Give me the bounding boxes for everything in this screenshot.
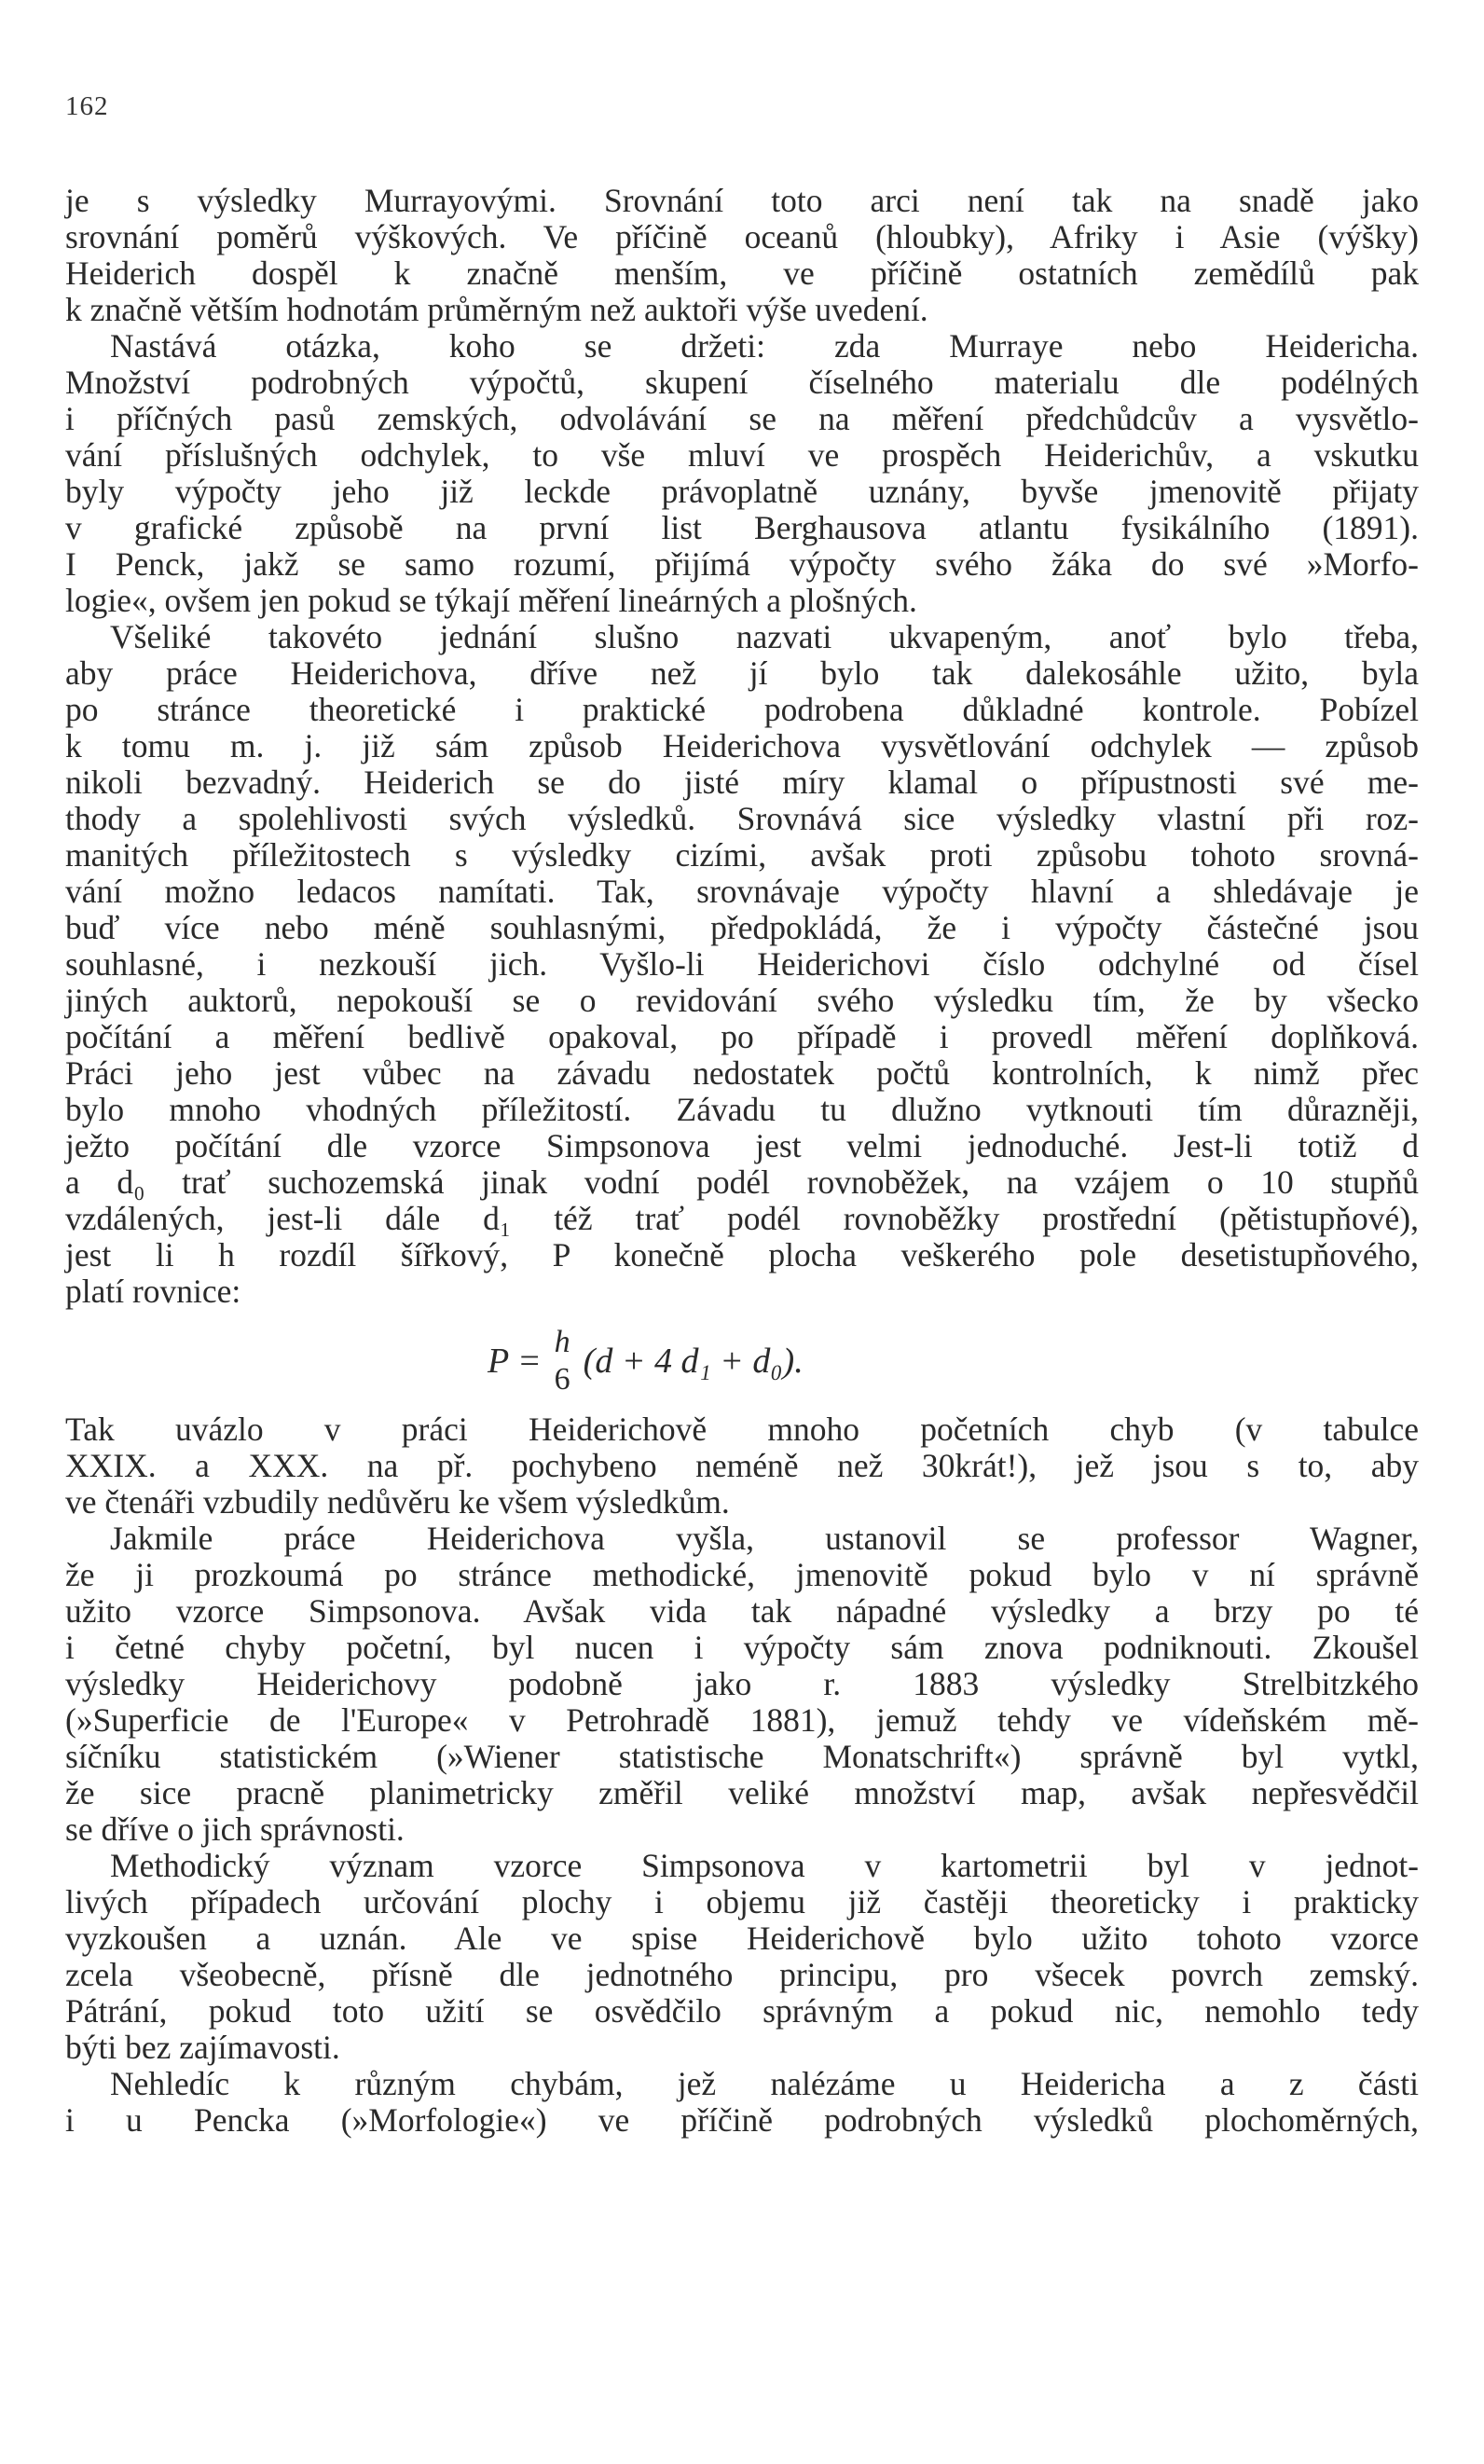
text-line: je s výsledky Murrayovými. Srovnání toto arci není tak na snadě jako xyxy=(65,182,1419,219)
text-line: výsledky Heiderichovy podobně jako r. 1883 výsledky Strelbitzkého xyxy=(65,1665,1419,1702)
formula-lhs: P = xyxy=(488,1341,542,1381)
text-line: vzdálených, jest-li dále d₁ též trať podél rovnoběžky prostřední (pětistupňové), xyxy=(65,1200,1419,1237)
text-line: Všeliké takovéto jednání slušno nazvati ukvapeným, anoť bylo třeba, xyxy=(110,618,1419,655)
text-line: Práci jeho jest vůbec na závadu nedostatek počtů kontrolních, k nimž přec xyxy=(65,1054,1419,1092)
formula-row xyxy=(65,1310,1419,1411)
text-line: vání příslušných odchylek, to vše mluví ve prospěch Heiderichův, a vskutku xyxy=(65,436,1419,474)
text-line: i četné chyby početní, byl nucen i výpočty sám znova podniknouti. Zkoušel xyxy=(65,1629,1419,1666)
text-line: Množství podrobných výpočtů, skupení číselného materialu dle podélných xyxy=(65,364,1419,401)
text-line: Pátrání, pokud toto užití se osvědčilo správným a pokud nic, nemohlo tedy xyxy=(65,1992,1419,2030)
text-line: vání možno ledacos namítati. Tak, srovnávaje výpočty hlavní a shledávaje je xyxy=(65,873,1419,910)
text-line: že sice pracně planimetricky změřil veliké množství map, avšak nepřesvědčil xyxy=(65,1774,1419,1811)
text-line: býti bez zajímavosti. xyxy=(65,2029,340,2066)
paragraphs-before-formula xyxy=(65,183,1419,1310)
text-line: zcela všeobecně, přísně dle jednotného principu, pro všecek povrch zemský. xyxy=(65,1956,1419,1993)
text-line: I Penck, jakž se samo rozumí, přijímá výpočty svého žáka do své »Morfo- xyxy=(65,545,1419,583)
text-line: k tomu m. j. již sám způsob Heiderichova vysvětlování odchylek — způsob xyxy=(65,727,1419,764)
text-line: že ji prozkoumá po stránce methodické, jmenovitě pokud bylo v ní správně xyxy=(65,1556,1419,1593)
text-line: Jakmile práce Heiderichova vyšla, ustanovil se professor Wagner, xyxy=(110,1520,1419,1557)
text-line: síčníku statistickém (»Wiener statistische Monatschrift«) správně byl vytkl, xyxy=(65,1738,1419,1775)
text-line: ve čtenáři vzbudily nedůvěru ke všem výsledkům. xyxy=(65,1483,730,1521)
text-line: jiných auktorů, nepokouší se o revidování svého výsledku tím, že by všecko xyxy=(65,982,1419,1019)
text-line: thody a spolehlivosti svých výsledků. Srovnává sice výsledky vlastní při roz- xyxy=(65,800,1419,837)
formula-fraction xyxy=(555,1324,570,1398)
text-line: vyzkoušen a uznán. Ale ve spise Heiderichově bylo užito tohoto vzorce xyxy=(65,1920,1419,1957)
body-text xyxy=(65,183,1419,2139)
page-number: 162 xyxy=(65,91,109,121)
text-line: manitých příležitostech s výsledky cizími, avšak proti způsobu tohoto srovná- xyxy=(65,836,1419,874)
text-line: v grafické způsobě na první list Berghausova atlantu fysikálního (1891). xyxy=(65,509,1419,546)
text-line: i příčných pasů zemských, odvolávání se na měření předchůdcův a vysvětlo- xyxy=(65,400,1419,437)
text-line: a d₀ trať suchozemská jinak vodní podél rovnoběžek, na vzájem o 10 stupňů xyxy=(65,1163,1419,1201)
text-line: livých případech určování plochy i objemu již častěji theoreticky i prakticky xyxy=(65,1883,1419,1920)
text-line: Tak uvázlo v práci Heiderichově mnoho početních chyb (v tabulce xyxy=(65,1411,1419,1448)
text-line: k značně větším hodnotám průměrným než auktoři výše uvedení. xyxy=(65,291,928,328)
formula-denominator: 6 xyxy=(554,1361,570,1397)
text-line: počítání a měření bedlivě opakoval, po případě i provedl měření doplňková. xyxy=(65,1018,1419,1055)
text-line: byly výpočty jeho již leckde právoplatně uznány, byvše jmenovitě přijaty xyxy=(65,473,1419,510)
text-line: užito vzorce Simpsonova. Avšak vida tak nápadné výsledky a brzy po té xyxy=(65,1592,1419,1630)
text-line: jest li h rozdíl šířkový, P konečně plocha veškerého pole desetistupňového, xyxy=(65,1236,1419,1273)
text-line: buď více nebo méně souhlasnými, předpokládá, že i výpočty částečné jsou xyxy=(65,909,1419,946)
formula-numerator: h xyxy=(554,1324,570,1359)
text-line: platí rovnice: xyxy=(65,1273,241,1310)
simpson-formula xyxy=(488,1310,804,1411)
text-line: XXIX. a XXX. na př. pochybeno neméně než 30krát!), jež jsou s to, aby xyxy=(65,1447,1419,1484)
text-line: ježto počítání dle vzorce Simpsonova jest velmi jednoduché. Jest-li totiž d xyxy=(65,1127,1419,1164)
text-line: aby práce Heiderichova, dříve než jí bylo tak dalekosáhle užito, byla xyxy=(65,654,1419,692)
text-line: nikoli bezvadný. Heiderich se do jisté míry klamal o přípustnosti své me- xyxy=(65,764,1419,801)
text-line: Methodický význam vzorce Simpsonova v kartometrii byl v jednot- xyxy=(110,1847,1419,1884)
paragraphs-after-formula xyxy=(65,1411,1419,2139)
text-line: (»Superficie de l'Europe« v Petrohradě 1881), jemuž tehdy ve vídeňském mě- xyxy=(65,1701,1419,1739)
text-line: po stránce theoretické i praktické podrobena důkladné kontrole. Pobízel xyxy=(65,691,1419,728)
text-line: souhlasné, i nezkouší jich. Vyšlo-li Heiderichovi číslo odchylné od čísel xyxy=(65,945,1419,983)
formula-rhs: (d + 4 d₁ + d₀). xyxy=(583,1341,804,1381)
text-line: Nastává otázka, koho se držeti: zda Murraye nebo Heidericha. xyxy=(110,327,1419,365)
text-line: Nehledíc k různým chybám, jež nalézáme u Heidericha a z části xyxy=(110,2065,1419,2102)
text-line: se dříve o jich správnosti. xyxy=(65,1810,405,1848)
text-line: Heiderich dospěl k značně menším, ve příčině ostatních zemědílů pak xyxy=(65,255,1419,292)
text-line: i u Pencka (»Morfologie«) ve příčině podrobných výsledků plochoměrných, xyxy=(65,2101,1419,2139)
text-line: srovnání poměrů výškových. Ve příčině oceanů (hloubky), Afriky i Asie (výšky) xyxy=(65,218,1419,255)
text-line: bylo mnoho vhodných příležitostí. Závadu tu dlužno vytknouti tím důrazněji, xyxy=(65,1091,1419,1128)
text-line: logie«, ovšem jen pokud se týkají měření lineárných a plošných. xyxy=(65,582,917,619)
